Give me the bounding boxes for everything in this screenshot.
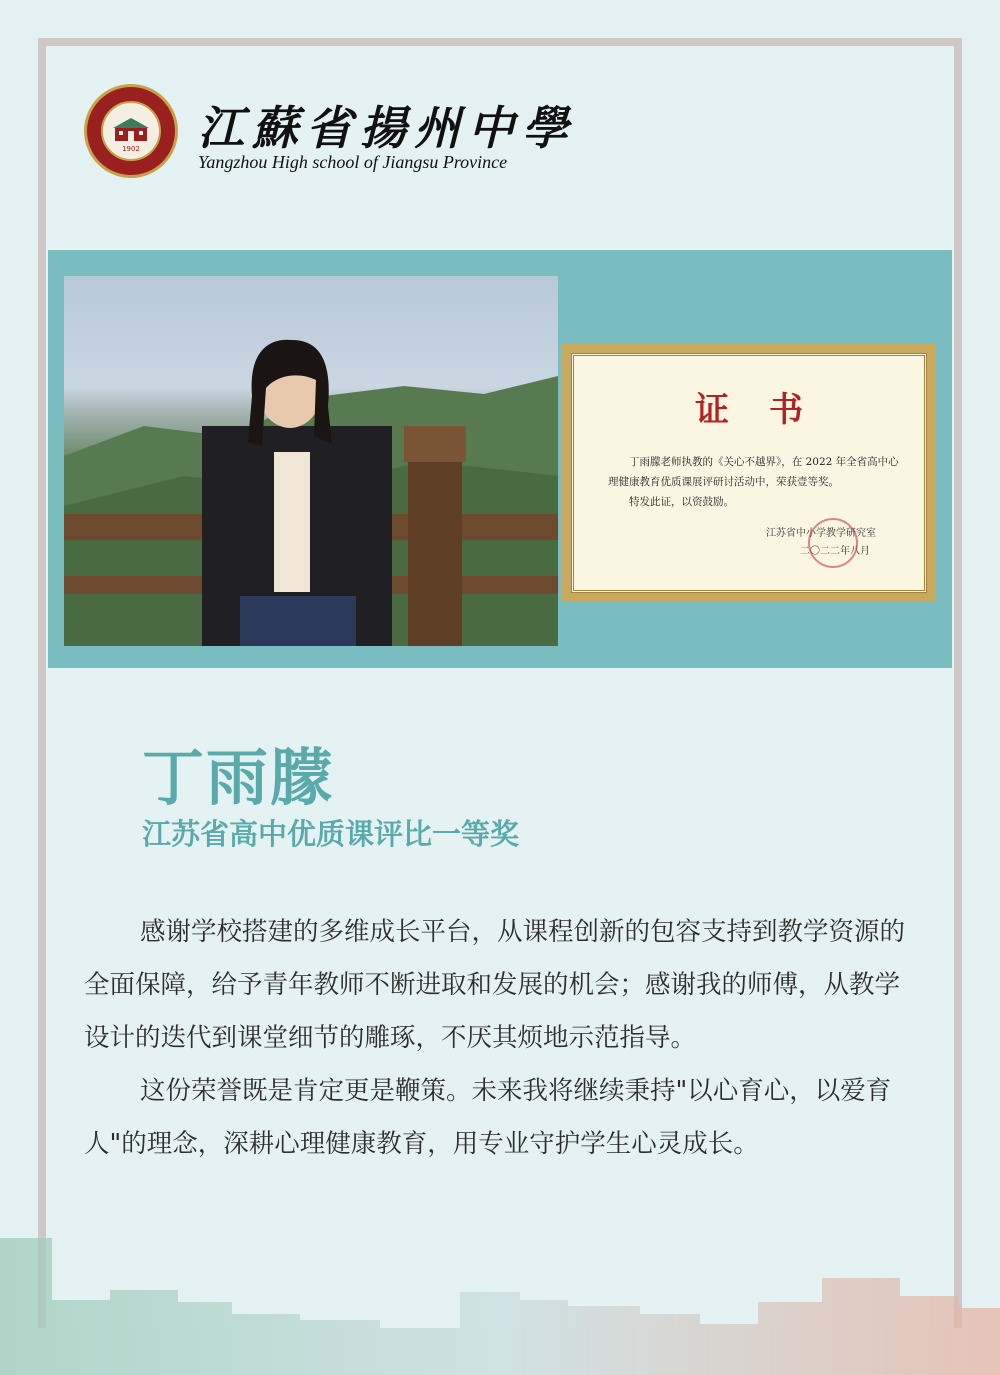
teacher-photo bbox=[64, 276, 558, 646]
certificate-issuer: 江苏省中小学教学研究室 bbox=[766, 528, 876, 539]
certificate-date: 二〇二二年八月 bbox=[800, 546, 870, 557]
statement-paragraph-1: 感谢学校搭建的多维成长平台，从课程创新的包容支持到教学资源的全面保障，给予青年教师不断进取和发展的机会；感谢我的师傅，从教学设计的迭代到课堂细节的雕琢，不厌其烦地示范指导。 bbox=[84, 917, 906, 1053]
statement-paragraph-2: 这份荣誉既是肯定更是鞭策。未来我将继续秉持"以心育心，以爱育人"的理念，深耕心理健康教育，用专业守护学生心灵成长。 bbox=[84, 1076, 892, 1159]
certificate-body bbox=[608, 452, 902, 512]
certificate-closing: 特发此证，以资鼓励。 bbox=[629, 496, 734, 508]
teacher-name: 丁雨朦 bbox=[142, 741, 335, 814]
certificate-title: 证书 bbox=[695, 390, 843, 430]
award-certificate bbox=[562, 344, 936, 602]
school-header bbox=[48, 48, 952, 248]
school-name-cn: 江蘇省揚州中學 bbox=[198, 101, 576, 155]
skyline-decoration bbox=[0, 1230, 1000, 1375]
school-seal-logo bbox=[84, 84, 178, 178]
seal-year: 1902 bbox=[122, 145, 140, 153]
school-name-en: Yangzhou High school of Jiangsu Province bbox=[198, 152, 508, 172]
statement bbox=[84, 906, 916, 1171]
award-title: 江苏省高中优质课评比一等奖 bbox=[142, 817, 520, 851]
building-icon bbox=[113, 117, 149, 143]
certificate-text: 丁雨朦老师执教的《关心不越界》，在 2022 年全省高中心理健康教育优质课展评研讨活动中，荣获壹等奖。 bbox=[608, 456, 899, 488]
